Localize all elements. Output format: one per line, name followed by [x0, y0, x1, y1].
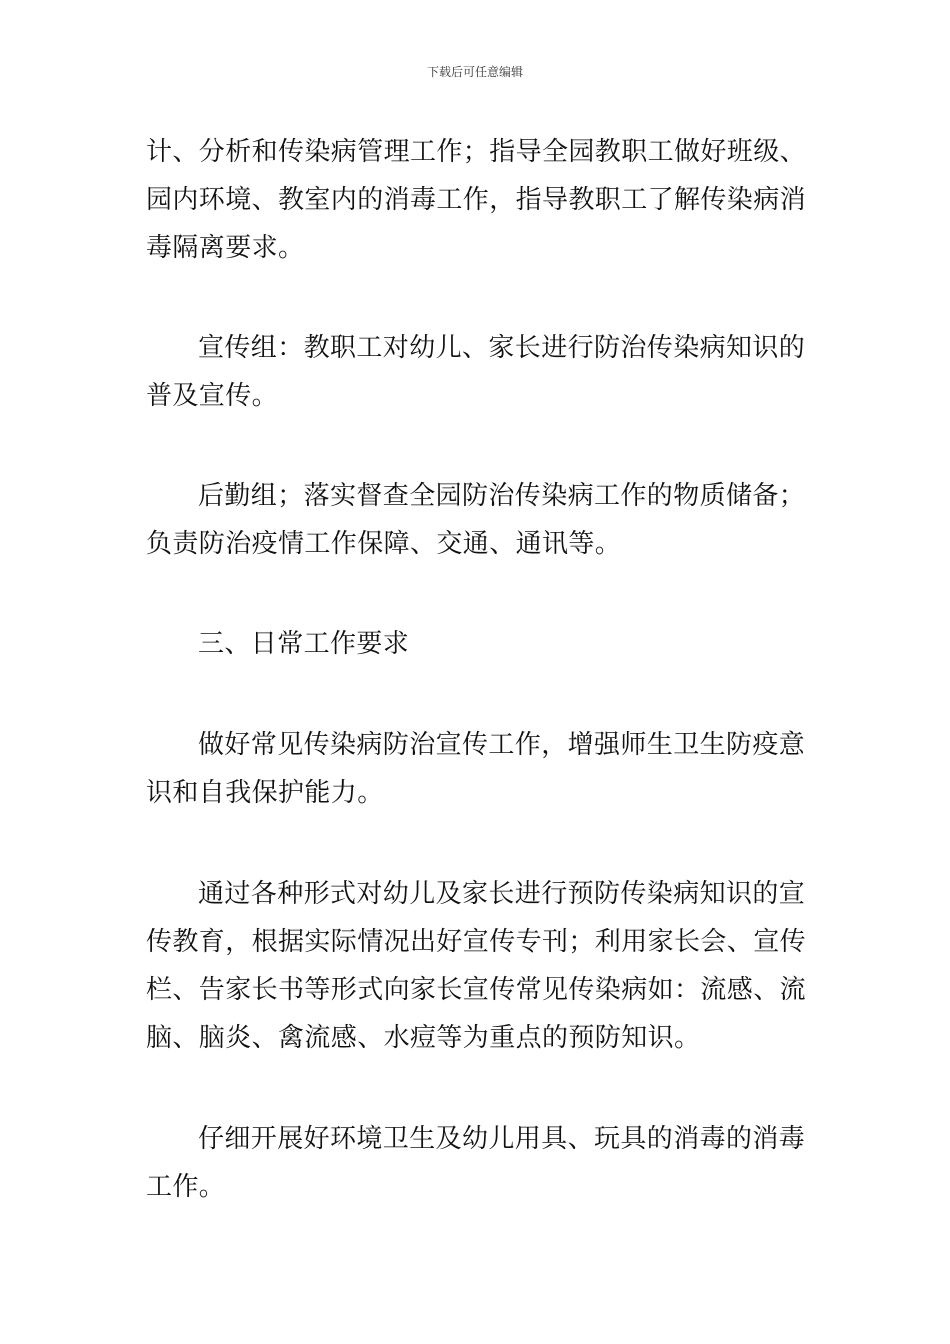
text-line: 栏、告家长书等形式向家长宣传常见传染病如：流感、流	[146, 975, 807, 1005]
text-line: 传教育，根据实际情况出好宣传专刊；利用家长会、宣传	[146, 927, 807, 957]
paragraph-prevention-publicity	[146, 721, 806, 817]
paragraph-spacer	[146, 272, 806, 324]
text-line: 仔细开展好环境卫生及幼儿用具、玩具的消毒的消毒	[198, 1124, 806, 1154]
text-line: 普及宣传。	[146, 381, 279, 411]
paragraph-spacer	[146, 568, 806, 620]
paragraph-education-forms	[146, 870, 806, 1062]
paragraph-spacer	[146, 1062, 806, 1115]
paragraph-logistics-group	[146, 472, 806, 568]
text-line: 脑、脑炎、禽流感、水痘等为重点的预防知识。	[146, 1023, 701, 1053]
text-line: 做好常见传染病防治宣传工作，增强师生卫生防疫意	[198, 730, 806, 760]
paragraph-duties-continued	[146, 128, 806, 272]
text-line: 计、分析和传染病管理工作；指导全园教职工做好班级、	[146, 137, 807, 167]
text-line: 识和自我保护能力。	[146, 778, 384, 808]
page-header-note: 下载后可任意编辑	[426, 65, 523, 79]
paragraph-publicity-group	[146, 324, 806, 420]
paragraph-spacer	[146, 817, 806, 870]
text-line: 负责防治疫情工作保障、交通、通讯等。	[146, 529, 622, 559]
document-body	[146, 128, 806, 1211]
paragraph-disinfection	[146, 1115, 806, 1211]
paragraph-spacer	[146, 420, 806, 472]
text-line: 通过各种形式对幼儿及家长进行预防传染病知识的宣	[198, 879, 806, 909]
text-line: 三、日常工作要求	[198, 629, 410, 659]
text-line: 后勤组；落实督查全园防治传染病工作的物质储备；	[198, 481, 806, 511]
text-line: 园内环境、教室内的消毒工作，指导教职工了解传染病消	[146, 185, 807, 215]
paragraph-spacer	[146, 668, 806, 721]
text-line: 毒隔离要求。	[146, 233, 305, 263]
text-line: 工作。	[146, 1172, 226, 1202]
text-line: 宣传组：教职工对幼儿、家长进行防治传染病知识的	[198, 333, 806, 363]
section-heading-daily-requirements	[146, 620, 806, 668]
